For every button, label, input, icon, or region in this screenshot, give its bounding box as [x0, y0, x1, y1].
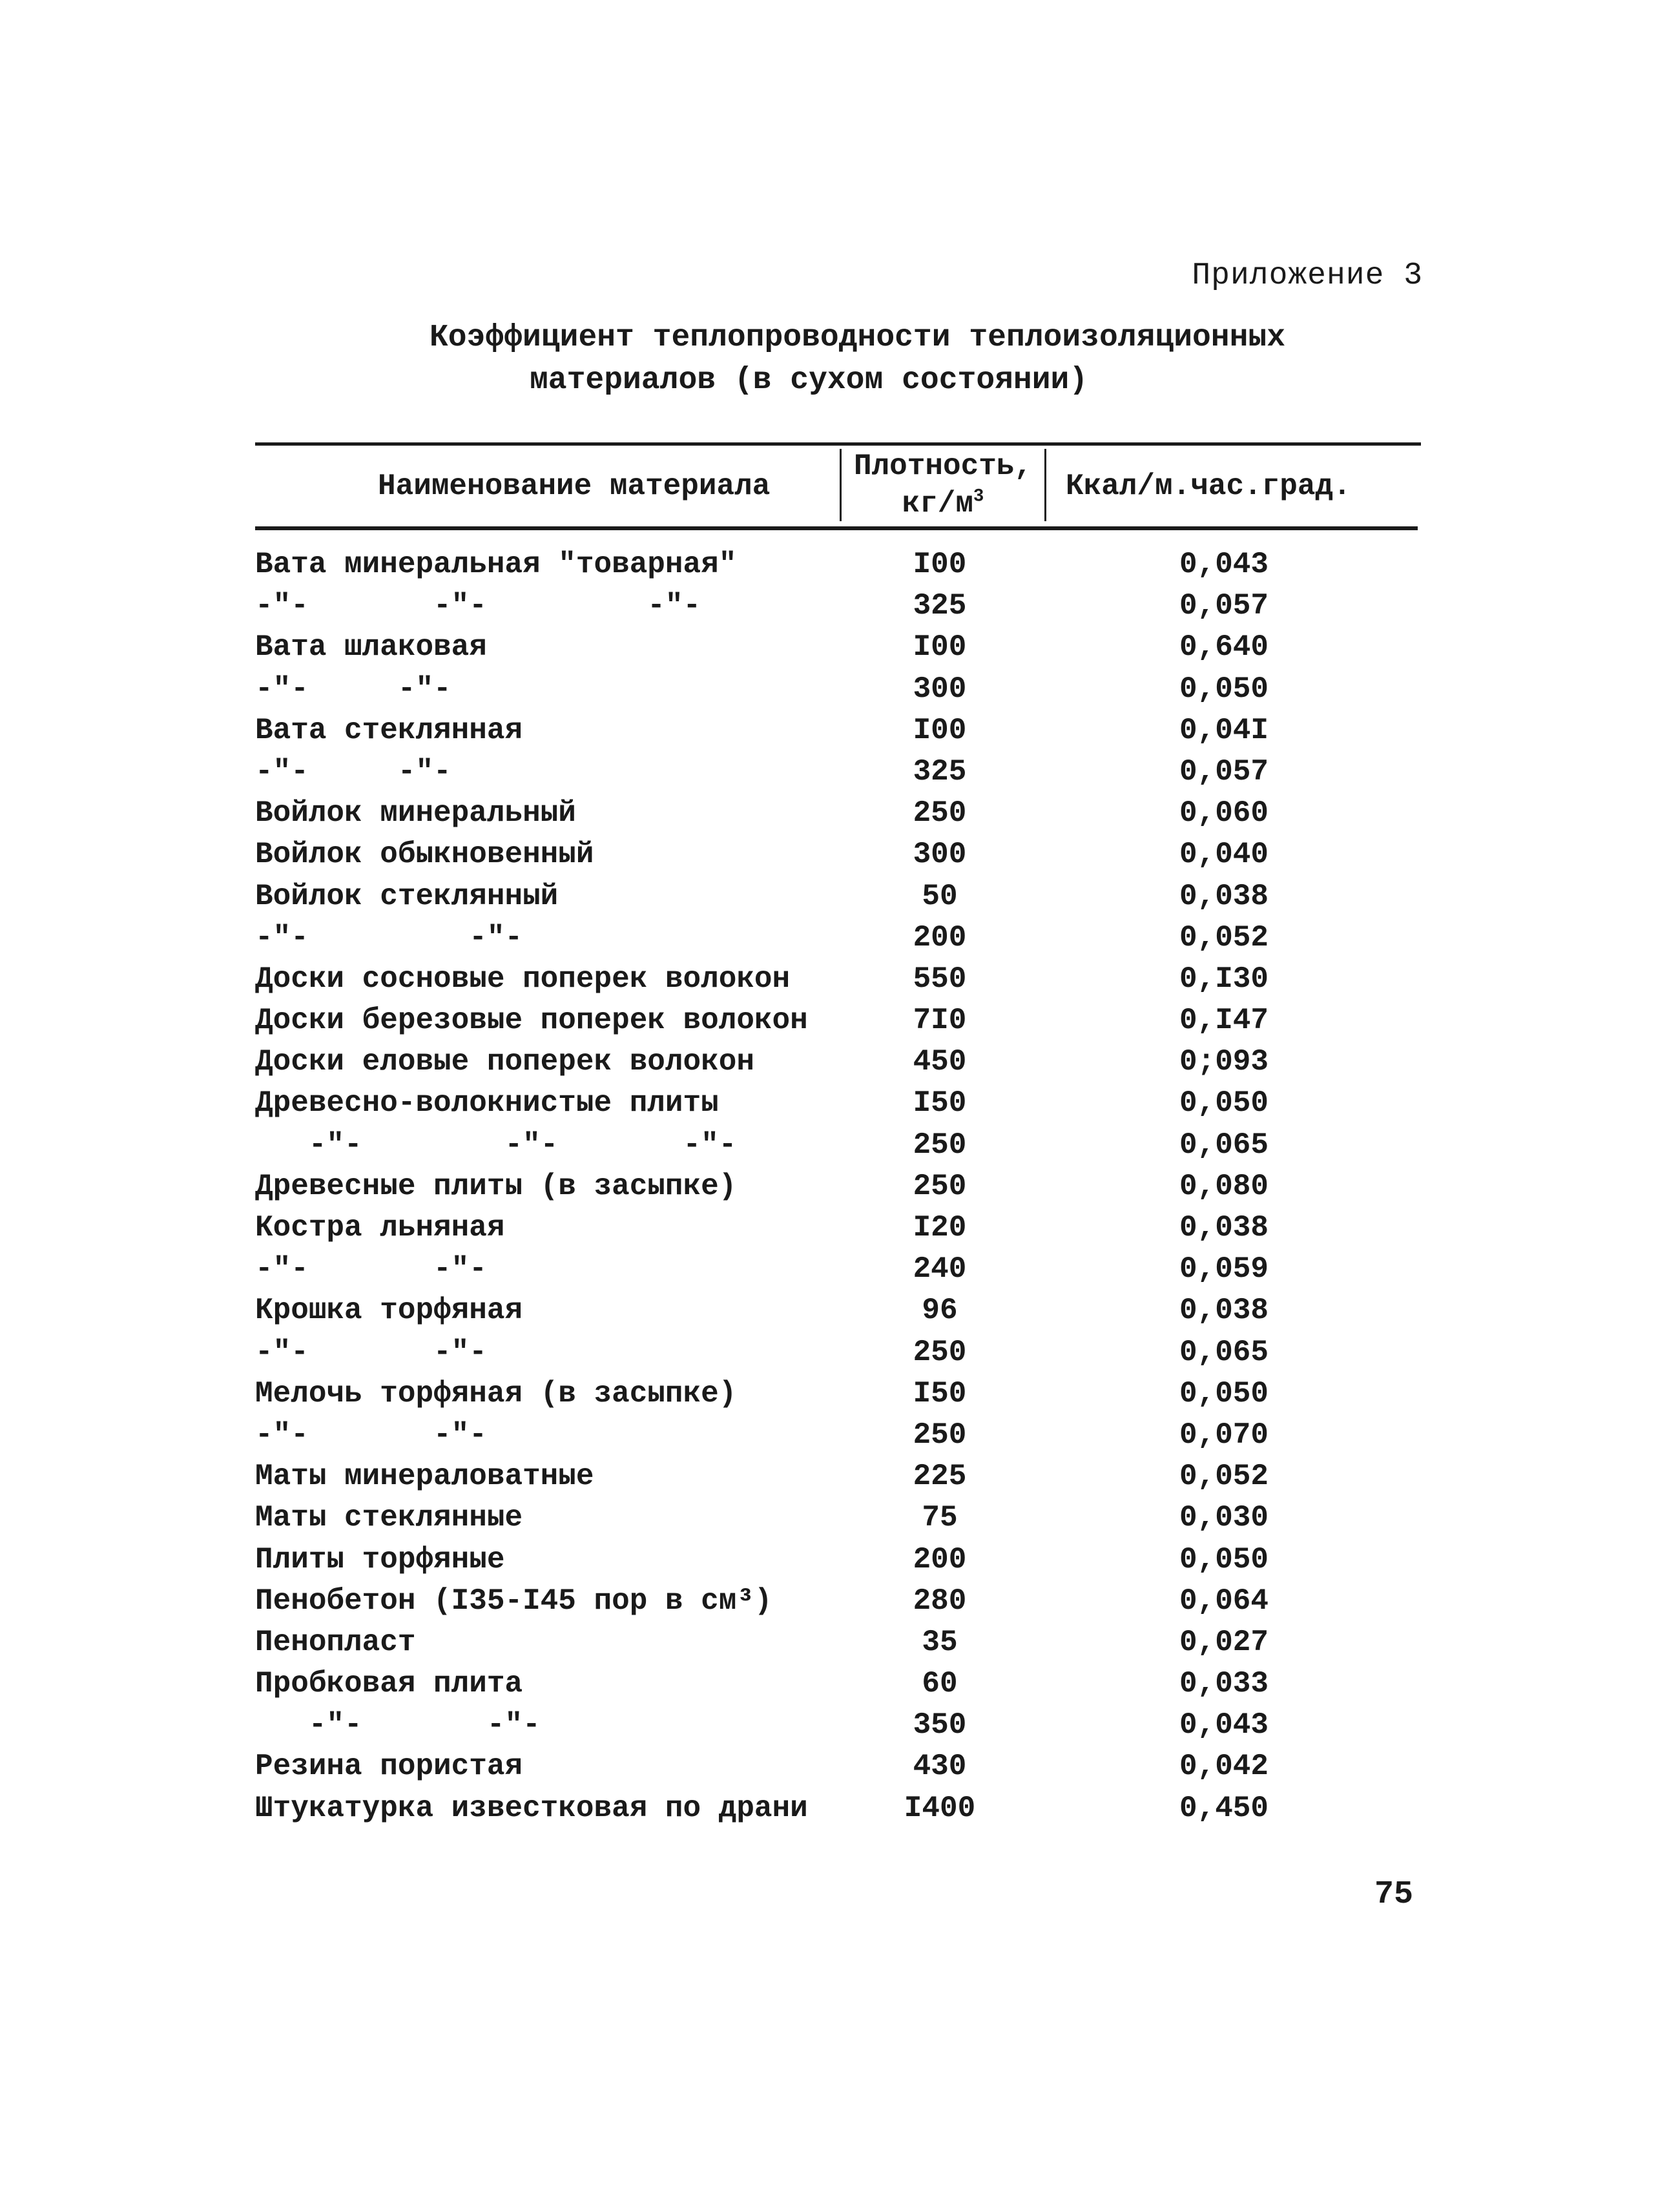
material-coefficient: 0,050	[1179, 672, 1269, 706]
table-row	[255, 1584, 1421, 1626]
material-name: Крошка торфяная	[255, 1294, 523, 1328]
material-coefficient: 0,052	[1179, 920, 1269, 955]
material-name: Доски сосновые поперек волокон	[255, 962, 791, 996]
header-separator	[1044, 449, 1046, 521]
material-name: Маты стеклянные	[255, 1501, 523, 1535]
material-name: Пенобетон (I35-I45 пор в см³)	[255, 1584, 772, 1618]
table-row	[255, 755, 1421, 796]
header-material-name: Наименование материала	[378, 470, 771, 503]
material-density: 225	[913, 1460, 967, 1494]
material-density: I50	[913, 1086, 967, 1121]
material-coefficient: 0,040	[1179, 838, 1269, 872]
material-name: Мелочь торфяная (в засыпке)	[255, 1376, 737, 1411]
material-density: 35	[922, 1625, 958, 1659]
material-name: Штукатурка известковая по драни	[255, 1791, 808, 1825]
material-coefficient: 0,065	[1179, 1128, 1269, 1162]
material-name: Плиты торфяные	[255, 1542, 505, 1576]
material-coefficient: 0;093	[1179, 1045, 1269, 1079]
material-name: Вата шлаковая	[255, 630, 487, 665]
material-density: 300	[913, 672, 967, 706]
material-name: Пенопласт	[255, 1625, 416, 1659]
table-row	[255, 1086, 1421, 1128]
table-header-rule	[255, 526, 1418, 530]
material-name: -"- -"-	[255, 920, 523, 955]
material-density: I50	[913, 1376, 967, 1411]
material-coefficient: 0,030	[1179, 1501, 1269, 1535]
table-row	[255, 672, 1421, 714]
table-row	[255, 1708, 1421, 1750]
table-row	[255, 921, 1421, 962]
material-name: -"- -"-	[255, 1708, 541, 1742]
material-coefficient: 0,059	[1179, 1252, 1269, 1287]
material-density: 200	[913, 1542, 967, 1576]
material-name: Резина пористая	[255, 1750, 523, 1784]
material-density: 550	[913, 962, 967, 996]
table-top-rule	[255, 442, 1421, 446]
material-name: -"- -"-	[255, 1252, 487, 1287]
table-row	[255, 962, 1421, 1004]
material-coefficient: 0,065	[1179, 1335, 1269, 1369]
material-name: -"- -"- -"-	[255, 589, 701, 623]
material-name: Вата стеклянная	[255, 713, 523, 747]
material-name: -"- -"-	[255, 754, 451, 789]
material-name: Маты минераловатные	[255, 1460, 594, 1494]
table-row	[255, 1294, 1421, 1335]
material-coefficient: 0,038	[1179, 1211, 1269, 1245]
material-coefficient: 0,033	[1179, 1667, 1269, 1701]
table-row	[255, 1252, 1421, 1294]
material-name: Войлок стеклянный	[255, 879, 559, 913]
title-line-1: Коэффициент теплопроводности теплоизоляционных	[430, 320, 1286, 355]
material-coefficient: 0,640	[1179, 630, 1269, 665]
header-density	[843, 448, 1043, 522]
material-density: I00	[913, 630, 967, 665]
material-name: -"- -"-	[255, 1335, 487, 1369]
material-name: Древесные плиты (в засыпке)	[255, 1169, 737, 1203]
material-density: 325	[913, 754, 967, 789]
material-density: 250	[913, 1335, 967, 1369]
material-density: 250	[913, 1128, 967, 1162]
material-density: 430	[913, 1750, 967, 1784]
table-row	[255, 630, 1421, 672]
table-row	[255, 1750, 1421, 1791]
material-coefficient: 0,050	[1179, 1542, 1269, 1576]
title-line-2: материалов (в сухом состоянии)	[530, 363, 1088, 398]
material-density: 7I0	[913, 1004, 967, 1038]
table-body	[255, 548, 1421, 1833]
material-name: -"- -"- -"-	[255, 1128, 737, 1162]
table-row	[255, 796, 1421, 838]
table-row	[255, 1170, 1421, 1211]
material-density: 50	[922, 879, 958, 913]
table-row	[255, 1377, 1421, 1418]
table-row	[255, 1626, 1421, 1667]
header-separator	[840, 449, 842, 521]
material-coefficient: 0,04I	[1179, 713, 1269, 747]
table-row	[255, 1460, 1421, 1501]
table-row	[255, 1128, 1421, 1170]
material-coefficient: 0,057	[1179, 754, 1269, 789]
table-row	[255, 1211, 1421, 1252]
material-coefficient: 0,I30	[1179, 962, 1269, 996]
material-name: Доски еловые поперек волокон	[255, 1045, 754, 1079]
material-density: 200	[913, 920, 967, 955]
material-coefficient: 0,I47	[1179, 1004, 1269, 1038]
material-density: 300	[913, 838, 967, 872]
material-density: 450	[913, 1045, 967, 1079]
header-density-line2: $кг/м^3$	[902, 486, 984, 521]
material-name: -"- -"-	[255, 1418, 487, 1452]
header-density-line1: Плотность,	[853, 450, 1033, 483]
material-coefficient: 0,060	[1179, 796, 1269, 831]
material-coefficient: 0,080	[1179, 1169, 1269, 1203]
material-coefficient: 0,052	[1179, 1460, 1269, 1494]
table-row	[255, 1501, 1421, 1542]
table-row	[255, 548, 1421, 589]
material-density: 350	[913, 1708, 967, 1742]
material-name: Пробковая плита	[255, 1667, 523, 1701]
table-row	[255, 714, 1421, 755]
table-row	[255, 1336, 1421, 1377]
material-density: 250	[913, 1169, 967, 1203]
material-name: Древесно-волокнистые плиты	[255, 1086, 719, 1121]
table-row	[255, 880, 1421, 921]
material-name: Доски березовые поперек волокон	[255, 1004, 808, 1038]
material-name: Войлок минеральный	[255, 796, 576, 831]
material-name: Вата минеральная "товарная"	[255, 548, 737, 581]
material-density: I400	[904, 1791, 976, 1825]
header-coefficient: Ккал/м.час.град.	[1066, 470, 1351, 503]
material-density: I00	[913, 713, 967, 747]
material-name: Костра льняная	[255, 1211, 505, 1245]
material-density: 250	[913, 796, 967, 831]
material-density: 280	[913, 1584, 967, 1618]
table-row	[255, 1792, 1421, 1833]
material-coefficient: 0,027	[1179, 1625, 1269, 1659]
material-density: 60	[922, 1667, 958, 1701]
page-number: 75	[1374, 1876, 1414, 1913]
table-row	[255, 1667, 1421, 1708]
material-coefficient: 0,050	[1179, 1376, 1269, 1411]
material-coefficient: 0,050	[1179, 1086, 1269, 1121]
table-row	[255, 1045, 1421, 1086]
material-density: 96	[922, 1294, 958, 1328]
material-name: -"- -"-	[255, 672, 451, 706]
material-density: 325	[913, 589, 967, 623]
material-coefficient: 0,043	[1179, 1708, 1269, 1742]
material-coefficient: 0,057	[1179, 589, 1269, 623]
material-name: Войлок обыкновенный	[255, 838, 594, 872]
table-row	[255, 1004, 1421, 1045]
material-coefficient: 0,038	[1179, 879, 1269, 913]
table-row	[255, 589, 1421, 630]
material-coefficient: 0,070	[1179, 1418, 1269, 1452]
material-density: 240	[913, 1252, 967, 1287]
material-coefficient: 0,042	[1179, 1750, 1269, 1784]
material-density: 75	[922, 1501, 958, 1535]
material-coefficient: 0,450	[1179, 1791, 1269, 1825]
material-density: I00	[913, 548, 967, 581]
material-coefficient: 0,064	[1179, 1584, 1269, 1618]
table-row	[255, 1418, 1421, 1460]
table-row	[255, 1543, 1421, 1584]
table-row	[255, 838, 1421, 879]
material-coefficient: 0,043	[1179, 548, 1269, 581]
material-density: 250	[913, 1418, 967, 1452]
appendix-label: Приложение 3	[1192, 258, 1423, 293]
material-coefficient: 0,038	[1179, 1294, 1269, 1328]
material-density: I20	[913, 1211, 967, 1245]
